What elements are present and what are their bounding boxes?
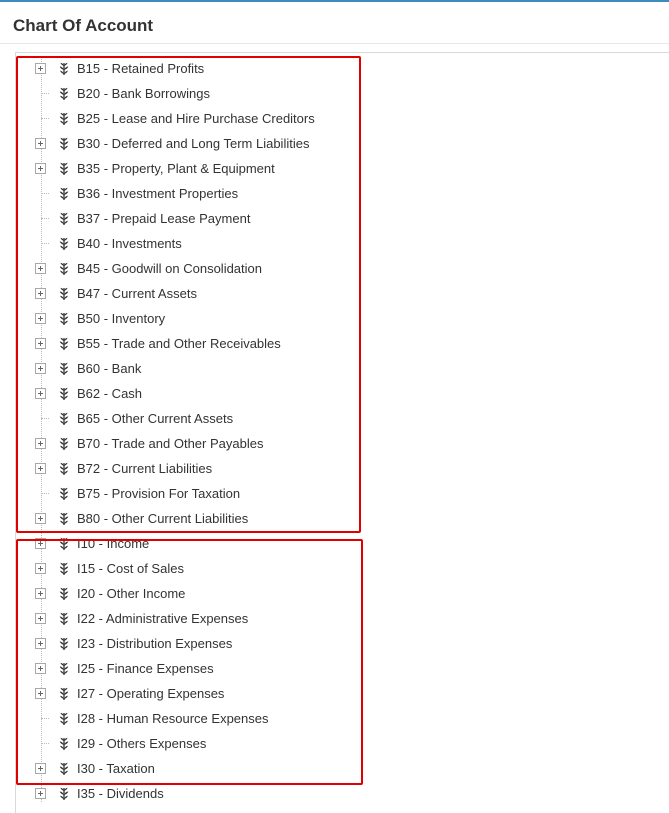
expand-toggle-icon[interactable] <box>35 338 46 349</box>
tree-connector <box>35 713 46 724</box>
account-node-icon <box>58 212 70 226</box>
expand-toggle-icon[interactable] <box>35 438 46 449</box>
tree-node[interactable] <box>0 407 669 432</box>
tree-node-label[interactable]: I30 - Taxation <box>77 761 155 776</box>
tree-node-label[interactable]: I27 - Operating Expenses <box>77 686 225 701</box>
tree-node[interactable] <box>0 632 669 657</box>
tree-node[interactable] <box>0 732 669 757</box>
tree-node[interactable] <box>0 57 669 82</box>
account-node-icon <box>58 137 70 151</box>
expand-toggle-icon[interactable] <box>35 263 46 274</box>
expand-toggle-icon[interactable] <box>35 613 46 624</box>
tree-node[interactable] <box>0 557 669 582</box>
tree-node[interactable] <box>0 432 669 457</box>
tree-node[interactable] <box>0 207 669 232</box>
expand-toggle-icon[interactable] <box>35 563 46 574</box>
expand-toggle-icon[interactable] <box>35 313 46 324</box>
tree-connector <box>35 413 46 424</box>
tree-node[interactable] <box>0 457 669 482</box>
tree-node[interactable] <box>0 757 669 782</box>
tree-node-label[interactable]: I22 - Administrative Expenses <box>77 611 249 626</box>
tree-node-label[interactable]: B20 - Bank Borrowings <box>77 86 210 101</box>
tree-node-label[interactable]: I15 - Cost of Sales <box>77 561 184 576</box>
tree-node[interactable] <box>0 482 669 507</box>
tree-node-label[interactable]: I10 - Income <box>77 536 150 551</box>
tree-node[interactable] <box>0 132 669 157</box>
tree-node[interactable] <box>0 332 669 357</box>
tree-node-label[interactable]: B60 - Bank <box>77 361 142 376</box>
tree-node-label[interactable]: B75 - Provision For Taxation <box>77 486 241 501</box>
expand-toggle-icon[interactable] <box>35 63 46 74</box>
tree-node-label[interactable]: B35 - Property, Plant & Equipment <box>77 161 275 176</box>
account-node-icon <box>58 237 70 251</box>
account-node-icon <box>58 687 70 701</box>
tree-node[interactable] <box>0 657 669 682</box>
tree-node-label[interactable]: B37 - Prepaid Lease Payment <box>77 211 251 226</box>
tree-node[interactable] <box>0 257 669 282</box>
account-node-icon <box>58 187 70 201</box>
tree-node[interactable] <box>0 782 669 807</box>
expand-toggle-icon[interactable] <box>35 388 46 399</box>
account-node-icon <box>58 62 70 76</box>
tree-node[interactable] <box>0 107 669 132</box>
tree-node-label[interactable]: I28 - Human Resource Expenses <box>77 711 269 726</box>
expand-toggle-icon[interactable] <box>35 638 46 649</box>
account-node-icon <box>58 512 70 526</box>
tree-node-label[interactable]: B30 - Deferred and Long Term Liabilities <box>77 136 310 151</box>
tree-node-label[interactable]: B15 - Retained Profits <box>77 61 205 76</box>
tree-node-label[interactable]: B70 - Trade and Other Payables <box>77 436 264 451</box>
expand-toggle-icon[interactable] <box>35 763 46 774</box>
tree-connector <box>35 188 46 199</box>
tree-node[interactable] <box>0 157 669 182</box>
page-header <box>0 2 669 44</box>
tree-connector <box>35 113 46 124</box>
tree-node-label[interactable]: I29 - Others Expenses <box>77 736 207 751</box>
account-node-icon <box>58 262 70 276</box>
account-node-icon <box>58 362 70 376</box>
account-node-icon <box>58 787 70 801</box>
account-node-icon <box>58 637 70 651</box>
tree-node[interactable] <box>0 182 669 207</box>
account-node-icon <box>58 537 70 551</box>
tree-connector <box>35 238 46 249</box>
tree-node[interactable] <box>0 282 669 307</box>
expand-toggle-icon[interactable] <box>35 138 46 149</box>
account-node-icon <box>58 87 70 101</box>
tree-node[interactable] <box>0 707 669 732</box>
tree-node[interactable] <box>0 307 669 332</box>
account-node-icon <box>58 612 70 626</box>
tree-node-label[interactable]: B25 - Lease and Hire Purchase Creditors <box>77 111 315 126</box>
tree-node[interactable] <box>0 357 669 382</box>
chart-of-account-tree <box>0 57 669 802</box>
tree-connector <box>35 213 46 224</box>
account-node-icon <box>58 462 70 476</box>
account-node-icon <box>58 487 70 501</box>
expand-toggle-icon[interactable] <box>35 288 46 299</box>
account-node-icon <box>58 387 70 401</box>
page-title: Chart Of Account <box>13 16 154 35</box>
account-node-icon <box>58 287 70 301</box>
tree-node-label[interactable]: B55 - Trade and Other Receivables <box>77 336 281 351</box>
expand-toggle-icon[interactable] <box>35 688 46 699</box>
account-node-icon <box>58 312 70 326</box>
tree-node-label[interactable]: I35 - Dividends <box>77 786 164 801</box>
expand-toggle-icon[interactable] <box>35 663 46 674</box>
expand-toggle-icon[interactable] <box>35 788 46 799</box>
tree-connector <box>35 488 46 499</box>
tree-node-label[interactable]: B36 - Investment Properties <box>77 186 239 201</box>
tree-node-label[interactable]: I25 - Finance Expenses <box>77 661 214 676</box>
expand-toggle-icon[interactable] <box>35 363 46 374</box>
tree-node[interactable] <box>0 382 669 407</box>
account-node-icon <box>58 412 70 426</box>
tree-node[interactable] <box>0 232 669 257</box>
account-node-icon <box>58 337 70 351</box>
expand-toggle-icon[interactable] <box>35 588 46 599</box>
tree-node-label[interactable]: B47 - Current Assets <box>77 286 197 301</box>
tree-node-label[interactable]: B40 - Investments <box>77 236 182 251</box>
expand-toggle-icon[interactable] <box>35 463 46 474</box>
tree-connector <box>35 88 46 99</box>
tree-node[interactable] <box>0 532 669 557</box>
tree-node-label[interactable]: B50 - Inventory <box>77 311 166 326</box>
tree-connector <box>35 738 46 749</box>
tree-node[interactable] <box>0 607 669 632</box>
tree-node-label[interactable]: B65 - Other Current Assets <box>77 411 234 426</box>
tree-node[interactable] <box>0 82 669 107</box>
account-node-icon <box>58 662 70 676</box>
tree-node-label[interactable]: B62 - Cash <box>77 386 143 401</box>
account-node-icon <box>58 587 70 601</box>
account-node-icon <box>58 762 70 776</box>
tree-node[interactable] <box>0 582 669 607</box>
tree-node-label[interactable]: I23 - Distribution Expenses <box>77 636 233 651</box>
tree-node-label[interactable]: B45 - Goodwill on Consolidation <box>77 261 262 276</box>
account-node-icon <box>58 712 70 726</box>
tree-node-label[interactable]: B80 - Other Current Liabilities <box>77 511 249 526</box>
tree-node[interactable] <box>0 507 669 532</box>
expand-toggle-icon[interactable] <box>35 538 46 549</box>
expand-toggle-icon[interactable] <box>35 513 46 524</box>
account-node-icon <box>58 562 70 576</box>
tree-node-label[interactable]: B72 - Current Liabilities <box>77 461 213 476</box>
tree-node-label[interactable]: I20 - Other Income <box>77 586 186 601</box>
expand-toggle-icon[interactable] <box>35 163 46 174</box>
account-node-icon <box>58 162 70 176</box>
account-node-icon <box>58 112 70 126</box>
account-node-icon <box>58 437 70 451</box>
tree-node[interactable] <box>0 682 669 707</box>
account-node-icon <box>58 737 70 751</box>
